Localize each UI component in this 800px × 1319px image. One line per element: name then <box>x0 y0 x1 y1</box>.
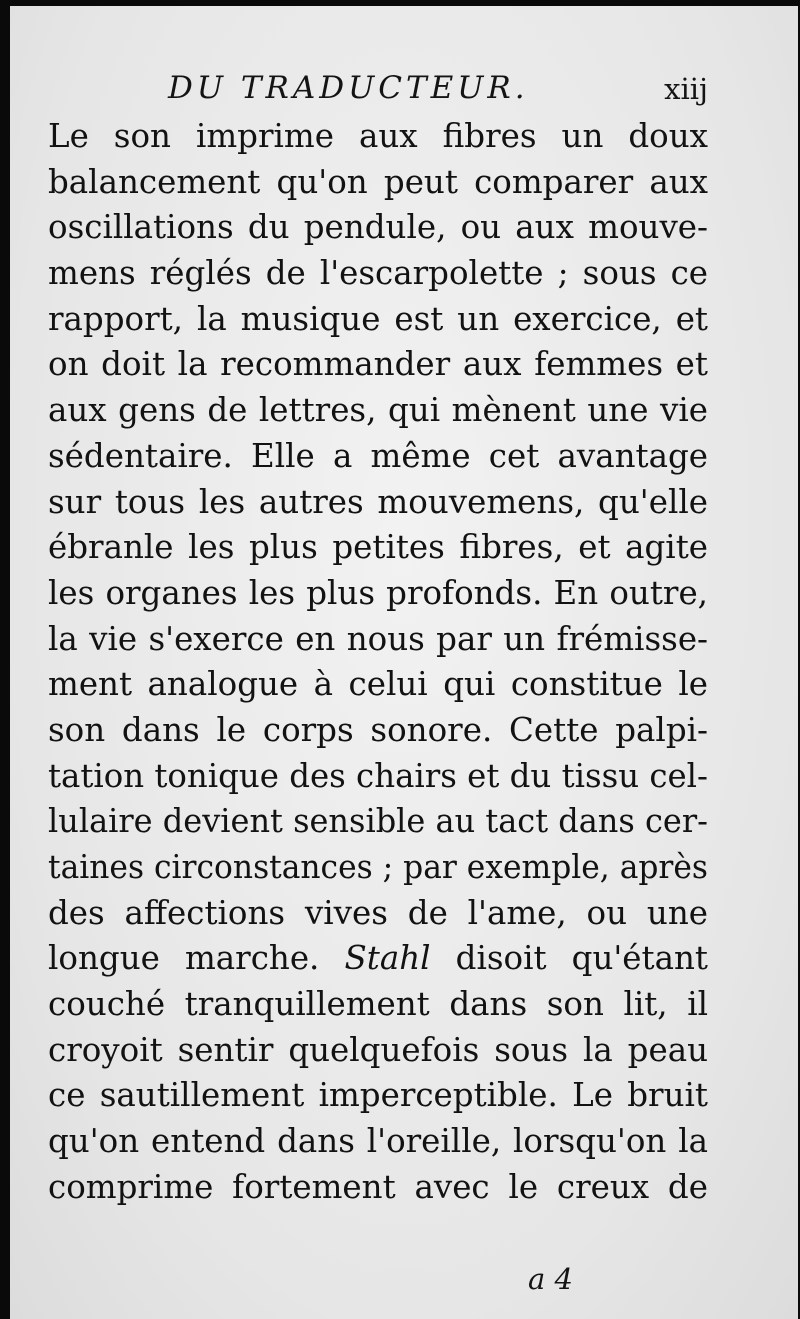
text-line: tation tonique des chairs et du tissu cel- <box>48 756 708 795</box>
text-line: sédentaire. Elle a même cet avantage <box>48 436 709 475</box>
signature-mark: a 4 <box>528 1262 573 1296</box>
text-segment: longue marche. <box>48 939 320 978</box>
running-head: DU TRADUCTEUR. <box>168 70 529 106</box>
text-line: Le son imprime aux fibres un doux <box>48 117 708 155</box>
page-footer <box>10 1262 798 1302</box>
text-line: qu'on entend dans l'oreille, lorsqu'on la <box>48 1122 708 1161</box>
text-line: les organes les plus profonds. En outre, <box>48 573 709 612</box>
text-line: des affections vives de l'ame, ou une <box>48 893 708 932</box>
text-line: balancement qu'on peut comparer aux <box>48 162 708 201</box>
text-line: ébranle les plus petites fibres, et agite <box>48 528 708 567</box>
text-line: son dans le corps sonore. Cette palpi- <box>48 710 708 749</box>
text-line-stahl <box>48 936 708 982</box>
text-line: ment analogue à celui qui constitue le <box>48 665 709 704</box>
text-line: rapport, la musique est un exercice, et <box>48 299 708 338</box>
text-line: mens réglés de l'escarpolette ; sous ce <box>48 254 709 293</box>
text-line: taines circonstances ; par exemple, après <box>48 848 708 886</box>
text-line: croyoit sentir quelquefois sous la peau <box>48 1030 708 1069</box>
text-line: on doit la recommander aux femmes et <box>48 345 708 384</box>
page-number: xiij <box>664 72 708 106</box>
text-line: lulaire devient sensible au tact dans cer- <box>48 802 708 841</box>
text-line: oscillations du pendule, ou aux mouve- <box>48 208 709 247</box>
text-line: aux gens de lettres, qui mènent une vie <box>48 391 708 430</box>
text-line: ce sautillement imperceptible. Le bruit <box>48 1076 708 1115</box>
text-line: comprime fortement avec le creux de <box>48 1167 708 1206</box>
text-line: couché tranquillement dans son lit, il <box>48 985 709 1024</box>
body-text <box>48 114 708 1211</box>
page-header <box>10 66 798 116</box>
text-segment: disoit qu'étant <box>455 939 708 978</box>
author-name-stahl: Stahl <box>344 939 431 978</box>
text-line: sur tous les autres mouvemens, qu'elle <box>48 482 708 521</box>
book-page <box>10 6 798 1319</box>
text-line: la vie s'exerce en nous par un frémisse- <box>48 619 709 658</box>
